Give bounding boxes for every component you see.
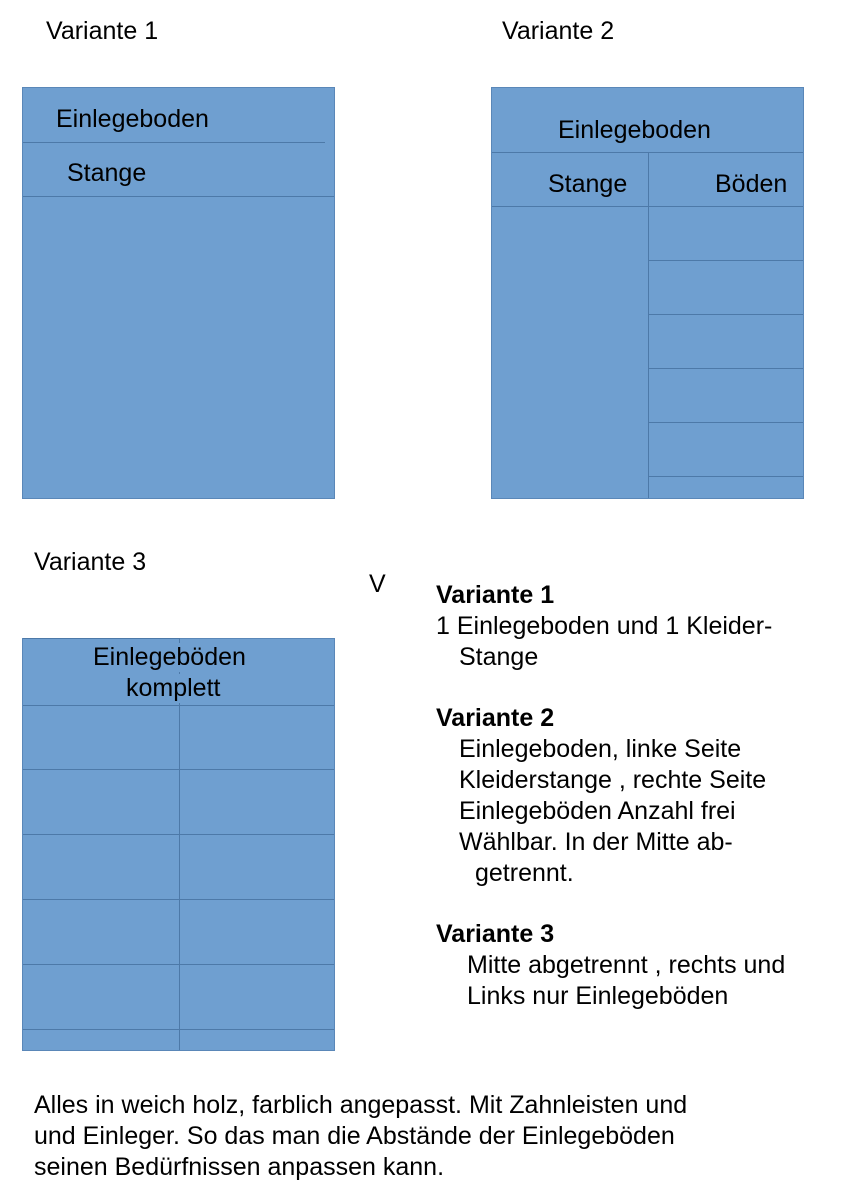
desc-v1-heading: Variante 1 [436,581,555,609]
footer-line3: seinen Bedürfnissen anpassen kann. [34,1153,445,1181]
variant2-shelf-line [649,314,803,315]
variant3-shelf-line [23,705,334,706]
desc-v2-line4: Wählbar. In der Mitte ab- [459,828,733,856]
variant2-title: Variante 2 [502,17,615,45]
variant2-shelves-label: Böden [715,170,788,198]
variant1-title: Variante 1 [46,17,159,45]
variant3-shelf-line [23,834,334,835]
desc-v2-line5: getrennt. [475,859,574,887]
variant2-center-divider [648,152,649,498]
variant3-label-line2: komplett [126,674,221,702]
footer-line1: Alles in weich holz, farblich angepasst. Mit Zahnleisten und [34,1091,688,1119]
variant2-shelf-line [649,422,803,423]
variant2-shelf-line [649,260,803,261]
variant3-shelf-line [23,1029,334,1030]
variant3-top-edge [23,638,180,639]
variant1-shelf-label: Einlegeboden [56,105,209,133]
variant3-title: Variante 3 [34,548,147,576]
desc-v3-heading: Variante 3 [436,920,555,948]
variant1-wardrobe [22,87,335,499]
variant3-shelf-line [23,964,334,965]
desc-v3-line1: Mitte abgetrennt , rechts und [467,951,786,979]
variant2-shelf-line [649,368,803,369]
stray-v-mark: V [369,570,386,598]
variant2-shelf-label: Einlegeboden [558,116,711,144]
variant3-shelf-line [23,899,334,900]
variant2-rod-label: Stange [548,170,628,198]
variant1-rod-label: Stange [67,159,147,187]
variant3-shelf-line [23,769,334,770]
desc-v1-line1: 1 Einlegeboden und 1 Kleider- [436,612,773,640]
variant1-shelf-divider [23,142,325,143]
desc-v3-line2: Links nur Einlegeböden [467,982,729,1010]
desc-v2-line1: Einlegeboden, linke Seite [459,735,742,763]
desc-v2-line2: Kleiderstange , rechte Seite [459,766,767,794]
variant2-wardrobe [491,87,804,499]
desc-v2-line3: Einlegeböden Anzahl frei [459,797,736,825]
desc-v2-heading: Variante 2 [436,704,555,732]
variant2-shelf-line [649,476,803,477]
variant3-wardrobe [22,638,335,1051]
variant1-rod-divider [23,196,334,197]
footer-line2: und Einleger. So das man die Abstände der Einlegeböden [34,1122,675,1150]
variant3-label-line1: Einlegeböden [93,643,246,671]
desc-v1-line2: Stange [459,643,539,671]
variant2-rod-divider [492,206,803,207]
